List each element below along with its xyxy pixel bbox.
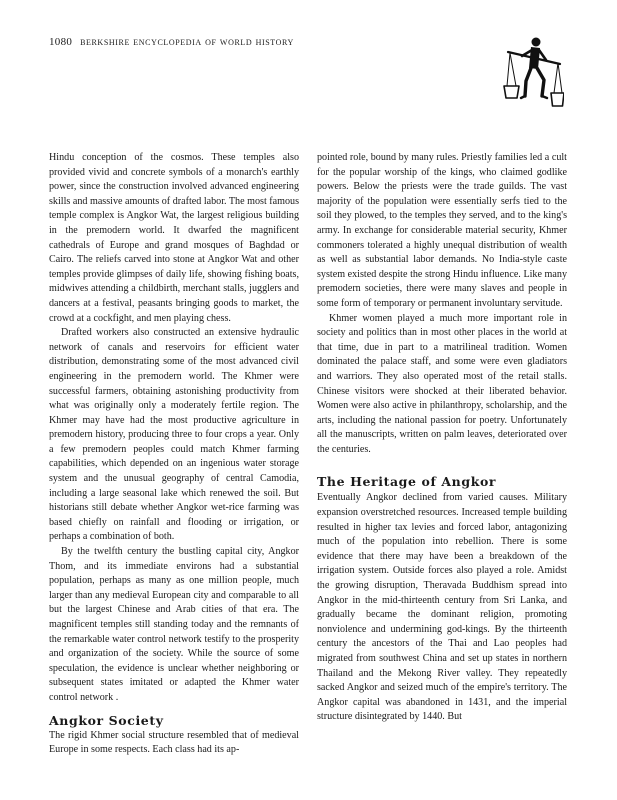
right-column [317,151,567,725]
running-header [49,36,294,48]
paragraph: Eventually Angkor declined from varied causes. Military expansion overstretched resources. Increased temple building resulted in higher tax levies and forced labor, antagonizing much of the population into rebellion. There is some evidence that there may have been a breakdown of the irrigation system. Outside forces also played a role. Amidst the growing disruption, Theravada Buddhism spread into Angkor in the mid-thirteenth century from Sri Lanka, and gradually became the dominant religion, promoting nonviolence and undermining god-kings. By the thirteenth century the ancestors of the Thai and Lao peoples had migrated from southwest China and set up states in northern Thailand and the Mekong River valley. They repeatedly sacked Angkor and seized much of the empire's territory. The Angkor capital was abandoned in 1431, and the imperial structure disintegrated by 1440. But [317,492,567,723]
paragraph: Hindu conception of the cosmos. These temples also provided vivid and concrete symbols of a monarch's earthly power, since the construction involved advanced engineering skills and massive amounts of drafted labor. The most famous temple complex is Angkor Wat, the largest religious building in the premodern world. It dwarfed the magnificent cathedrals of Europe and grand mosques of Baghdad or Cairo. The reliefs carved into stone at Angkor Wat and other temples provide glimpses of daily life, showing fishing boats, midwives attending a childbirth, merchant stalls, jugglers and dancers at a festival, peasants bringing goods to market, the crowd at a cockfight, and men playing chess. [49,152,299,324]
paragraph: Drafted workers also constructed an extensive hydraulic network of canals and reservoirs for efficient water distribution, demonstrating some of the most advanced civil engineering in the premodern world. The Khmer were successful farmers, obtaining astonishing productivity from what was originally only a moderately fertile region. The Khmer may have had the most productive agriculture in premodern history, producing three to four crops a year. Only a few premodern peoples could match Khmer farming capabilities, which depended on an ingenious water storage system and the unusual geography of central Camodia, including a large seasonal lake which renewed the soil. But historians still debate whether Angkor wet-rice farming was based chiefly on rainfall and flooding or irrigation, or perhaps a combination of both. [49,327,299,543]
paragraph: pointed role, bound by many rules. Priestly families led a cult for the popular worship of the kings, who claimed godlike powers. Below the priests were the trade guilds. The vast majority of the population were essentially serfs tied to the soil they plowed, to the temples they served, and to the king's army. In exchange for considerable material security, Khmer commoners tolerated a highly unequal distribution of wealth as well as substantial labor demands. No India-style caste system existed despite the strong Hindu influence. Like many premodern societies, there were many slaves and people in some form of temporary or permanent involuntary servitude. [317,152,567,309]
paragraph: Khmer women played a much more important role in society and politics than in most other places in the world at that time, due in part to a matrilineal tradition. Women dominated the palace staff, and some were even gladiators and warriors. They also operated most of the retail stalls. Chinese visitors were shocked at their liberated behavior. Women were also active in philanthropy, scholarship, and the arts, including the national passion for poetry. Unfortunately all the manuscripts, written on palm leaves, deteriorated over the centuries. [317,312,567,455]
page-number: 1080 [49,36,73,48]
running-title: berkshire encyclopedia of world history [80,36,294,48]
paragraph: By the twelfth century the bustling capital city, Angkor Thom, and its immediate environs had a substantial population, perhaps as many as one million people, much larger than any medieval European city and comparable to all but the largest Chinese and Arab cities of that era. The magnificent temples still standing today and the remnants of the remarkable water control network testify to the prosperity and organization of the society. While the source of some speculation, the evidence is unclear whether neighboring or subsequent states imitated or adapted the Khmer water control network . [49,546,299,703]
porter-carrying-buckets-icon [498,36,564,110]
left-column [49,151,299,758]
section-heading-angkor-society: Angkor Society [49,712,164,728]
paragraph: The rigid Khmer social structure resembled that of medieval Europe in some respects. Each class had its ap- [49,729,299,756]
section-heading-heritage-of-angkor: The Heritage of Angkor [317,474,497,490]
